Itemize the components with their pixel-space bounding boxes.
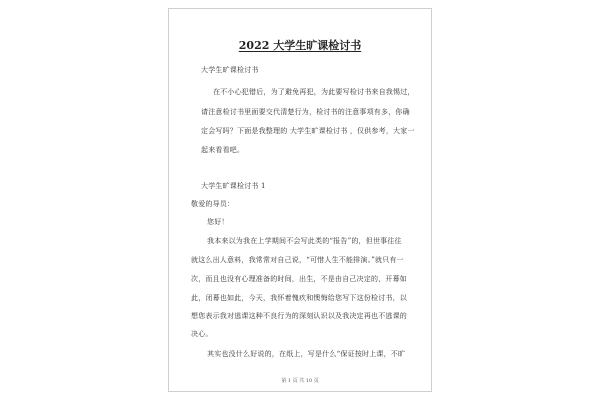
salutation: 敬爱的导员： bbox=[191, 200, 235, 208]
section-heading: 大学生旷课检讨书 bbox=[201, 66, 259, 74]
body-line-3: 次，而且也没有心理准备的时间，出生，不是由自己决定的，开幕如 bbox=[191, 275, 407, 283]
body-line-1: 我本来以为我在上学期间不会写此类的“报告”的，但世事往往 bbox=[207, 237, 402, 245]
letter-heading: 大学生旷课检讨书 1 bbox=[201, 182, 266, 190]
page-footer: 第 1 页 共 10 页 bbox=[281, 378, 319, 384]
body-line-5: 想您表示我对逃课这种不良行为的深刻认识以及我决定再也不逃课的 bbox=[191, 312, 407, 320]
intro-line-4: 起来看看吧。 bbox=[201, 146, 245, 154]
intro-line-3: 定会写吗？下面是我整理的 大学生旷课检讨书 ，仅供参考，大家一 bbox=[201, 127, 415, 135]
body-line-4: 此，闭幕也如此，今天，我怀着愧疚和懊悔给您写下这份检讨书，以 bbox=[191, 294, 407, 302]
body-line-7: 其实也没什么好说的，在纸上，写是什么“保证按时上课，不旷 bbox=[207, 350, 406, 358]
greeting: 您好！ bbox=[207, 218, 229, 226]
body-line-6: 决心。 bbox=[191, 330, 213, 338]
body-line-2: 就这么出人意料，我常常对自己说，“可惜人生不能排演。”就只有一 bbox=[191, 256, 404, 264]
document-title: 2022 大学生旷课检讨书 bbox=[238, 39, 362, 52]
intro-line-1: 在不小心犯错后，为了避免再犯，为此要写检讨书来自我惕过， bbox=[213, 88, 415, 96]
intro-line-2: 请注意检讨书里面要交代清楚行为，检讨书的注意事项有多，你确 bbox=[201, 108, 410, 116]
document-page bbox=[168, 8, 432, 392]
